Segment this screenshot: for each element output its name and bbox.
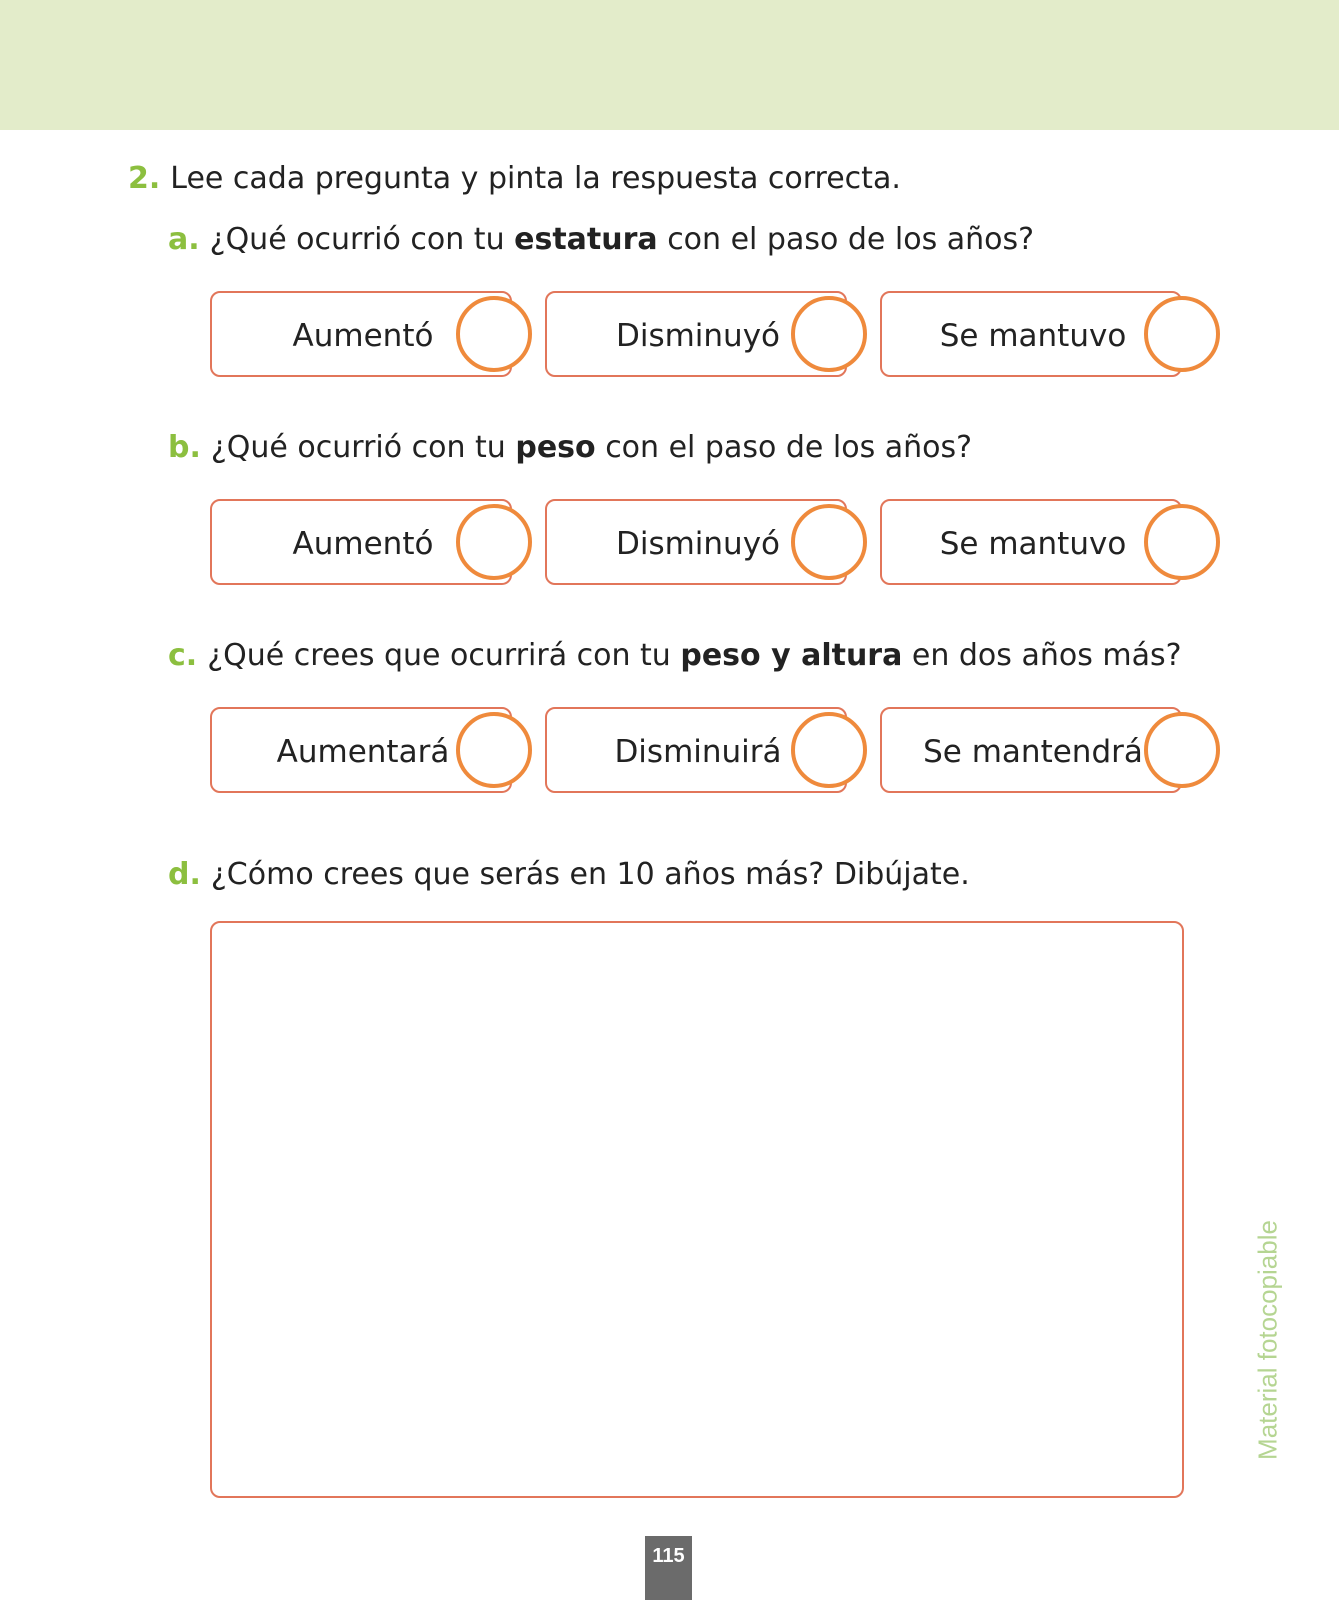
option-label: Disminuyó (615, 526, 781, 562)
page-number: 115 (645, 1536, 692, 1600)
exercise-number: 2. (128, 161, 161, 196)
question-b-bold: peso (515, 430, 596, 465)
option-a-se-mantuvo[interactable] (880, 291, 1182, 377)
answer-circle-c-3[interactable] (1144, 712, 1220, 788)
option-label: Aumentará (276, 734, 450, 770)
answer-circle-c-1[interactable] (456, 712, 532, 788)
drawing-area[interactable] (210, 921, 1184, 1498)
question-a-bold: estatura (514, 222, 658, 257)
header-band (0, 0, 1339, 130)
question-b-text-after: con el paso de los años? (595, 430, 973, 465)
question-b-text-before: ¿Qué ocurrió con tu (210, 430, 516, 465)
answer-circle-b-3[interactable] (1144, 504, 1220, 580)
options-row-a (210, 291, 1220, 381)
option-label: Se mantuvo (939, 318, 1127, 354)
question-b (168, 428, 972, 468)
question-d (168, 855, 970, 895)
question-a-text-after: con el paso de los años? (657, 222, 1035, 257)
answer-circle-c-2[interactable] (791, 712, 867, 788)
answer-circle-a-2[interactable] (791, 296, 867, 372)
question-c-bold: peso y altura (680, 638, 903, 673)
answer-circle-b-2[interactable] (791, 504, 867, 580)
option-label: Disminuyó (615, 318, 781, 354)
option-label: Disminuirá (614, 734, 782, 770)
answer-circle-a-3[interactable] (1144, 296, 1220, 372)
option-label: Aumentó (292, 526, 434, 562)
question-d-text: ¿Cómo crees que serás en 10 años más? Dibújate. (210, 857, 970, 892)
question-d-letter: d. (168, 857, 201, 892)
question-c (168, 636, 1182, 676)
instruction-text: Lee cada pregunta y pinta la respuesta correcta. (170, 161, 901, 196)
options-row-c (210, 707, 1220, 797)
question-a-letter: a. (168, 222, 200, 257)
option-label: Se mantuvo (939, 526, 1127, 562)
answer-circle-a-1[interactable] (456, 296, 532, 372)
question-c-text-after: en dos años más? (902, 638, 1182, 673)
question-a-text-before: ¿Qué ocurrió con tu (209, 222, 515, 257)
answer-circle-b-1[interactable] (456, 504, 532, 580)
option-c-se-mantendra[interactable] (880, 707, 1182, 793)
option-label: Se mantendrá (923, 734, 1143, 770)
question-c-text-before: ¿Qué crees que ocurrirá con tu (207, 638, 681, 673)
question-c-letter: c. (168, 638, 198, 673)
question-a (168, 220, 1034, 260)
option-b-se-mantuvo[interactable] (880, 499, 1182, 585)
option-label: Aumentó (292, 318, 434, 354)
question-b-letter: b. (168, 430, 201, 465)
side-label: Material fotocopiable (1252, 1220, 1283, 1460)
options-row-b (210, 499, 1220, 589)
exercise-instruction (128, 159, 901, 199)
